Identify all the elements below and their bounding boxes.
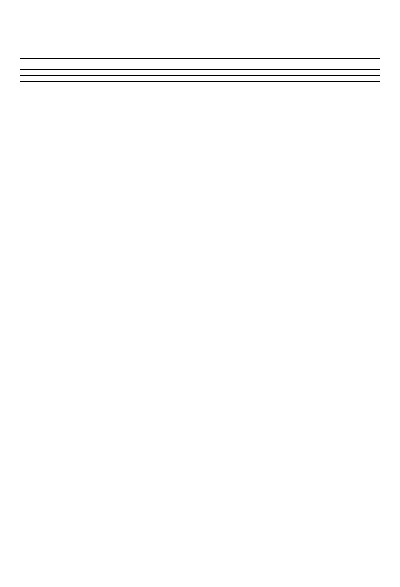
section-divider [20, 81, 380, 82]
section-divider [20, 75, 380, 76]
running-header [20, 36, 380, 59]
section-divider [20, 69, 380, 70]
table-of-contents [20, 65, 380, 87]
